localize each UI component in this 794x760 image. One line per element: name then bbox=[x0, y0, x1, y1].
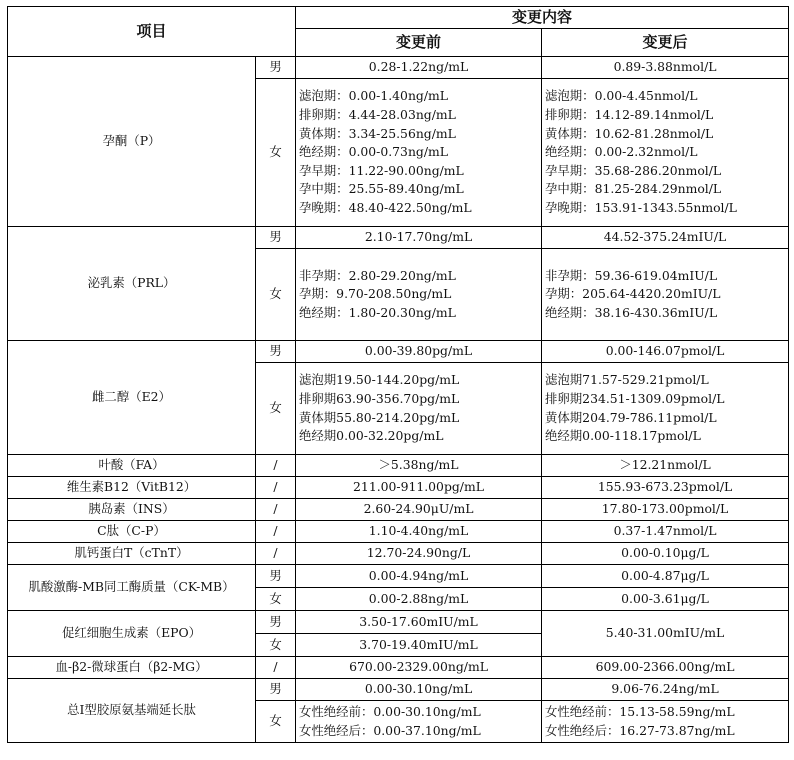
value-after-list bbox=[542, 363, 789, 455]
sex-label: / bbox=[256, 657, 296, 679]
list-item: 非孕期：59.36-619.04mIU/L bbox=[545, 267, 718, 283]
sex-label: 女 bbox=[256, 249, 296, 341]
item-name: 血-β2-微球蛋白（β2-MG） bbox=[8, 657, 256, 679]
table-row bbox=[8, 611, 789, 634]
value-before: 670.00-2329.00ng/mL bbox=[296, 657, 542, 679]
value-after: 0.00-146.07pmol/L bbox=[542, 341, 789, 363]
value-after: 0.37-1.47nmol/L bbox=[542, 521, 789, 543]
list-item: 女性绝经前：15.13-58.59ng/mL bbox=[545, 703, 735, 719]
value-before-list bbox=[296, 701, 542, 743]
sex-label: / bbox=[256, 499, 296, 521]
list-item: 排卵期：14.12-89.14nmol/L bbox=[545, 107, 714, 123]
value-before: 0.00-2.88ng/mL bbox=[296, 588, 542, 611]
sex-label: 男 bbox=[256, 565, 296, 588]
item-name: 肌钙蛋白T（cTnT） bbox=[8, 543, 256, 565]
item-name: C肽（C-P） bbox=[8, 521, 256, 543]
value-before: 1.10-4.40ng/mL bbox=[296, 521, 542, 543]
value-before: 2.60-24.90μU/mL bbox=[296, 499, 542, 521]
table-row bbox=[8, 341, 789, 363]
value-before: 0.00-4.94ng/mL bbox=[296, 565, 542, 588]
list-item: 排卵期234.51-1309.09pmol/L bbox=[545, 390, 725, 406]
value-before: 12.70-24.90ng/L bbox=[296, 543, 542, 565]
list-item: 女性绝经前：0.00-30.10ng/mL bbox=[299, 703, 481, 719]
sex-label: 男 bbox=[256, 679, 296, 701]
sex-label: 男 bbox=[256, 341, 296, 363]
item-name: 胰岛素（INS） bbox=[8, 499, 256, 521]
header-item: 项目 bbox=[8, 7, 296, 57]
item-name: 维生素B12（VitB12） bbox=[8, 477, 256, 499]
table-row bbox=[8, 521, 789, 543]
list-item: 孕晚期：48.40-422.50ng/mL bbox=[299, 199, 472, 215]
value-after: 0.00-4.87μg/L bbox=[542, 565, 789, 588]
header-before: 变更前 bbox=[296, 29, 542, 57]
list-item: 绝经期：1.80-20.30ng/mL bbox=[299, 304, 456, 320]
value-after-list bbox=[542, 249, 789, 341]
list-item: 黄体期204.79-786.11pmol/L bbox=[545, 409, 717, 425]
item-name: 孕酮（P） bbox=[8, 57, 256, 227]
list-item: 孕中期：81.25-284.29nmol/L bbox=[545, 181, 722, 197]
value-after: 0.00-3.61μg/L bbox=[542, 588, 789, 611]
sex-label: 女 bbox=[256, 588, 296, 611]
header-after: 变更后 bbox=[542, 29, 789, 57]
table-row bbox=[8, 565, 789, 588]
header-change: 变更内容 bbox=[296, 7, 789, 29]
list-item: 滤泡期：0.00-4.45nmol/L bbox=[545, 88, 698, 104]
list-item: 滤泡期19.50-144.20pg/mL bbox=[299, 372, 460, 388]
list-item: 排卵期63.90-356.70pg/mL bbox=[299, 390, 460, 406]
value-before: 0.00-39.80pg/mL bbox=[296, 341, 542, 363]
value-before-list bbox=[296, 363, 542, 455]
sex-label: / bbox=[256, 477, 296, 499]
list-item: 黄体期：10.62-81.28nmol/L bbox=[545, 125, 714, 141]
list-item: 女性绝经后：16.27-73.87ng/mL bbox=[545, 722, 735, 738]
value-after: 0.89-3.88nmol/L bbox=[542, 57, 789, 79]
item-name: 促红细胞生成素（EPO） bbox=[8, 611, 256, 657]
value-after: 155.93-673.23pmol/L bbox=[542, 477, 789, 499]
value-after: 5.40-31.00mIU/mL bbox=[542, 611, 789, 657]
value-before: 211.00-911.00pg/mL bbox=[296, 477, 542, 499]
table-row bbox=[8, 455, 789, 477]
list-item: 孕早期：35.68-286.20nmol/L bbox=[545, 162, 722, 178]
list-item: 孕中期：25.55-89.40ng/mL bbox=[299, 181, 464, 197]
value-after: 44.52-375.24mIU/L bbox=[542, 227, 789, 249]
list-item: 滤泡期：0.00-1.40ng/mL bbox=[299, 88, 449, 104]
list-item: 孕晚期：153.91-1343.55nmol/L bbox=[545, 199, 737, 215]
value-before: 0.28-1.22ng/mL bbox=[296, 57, 542, 79]
sex-label: 男 bbox=[256, 227, 296, 249]
list-item: 绝经期：0.00-0.73ng/mL bbox=[299, 144, 449, 160]
table-row bbox=[8, 477, 789, 499]
value-after-list bbox=[542, 79, 789, 227]
list-item: 女性绝经后：0.00-37.10ng/mL bbox=[299, 722, 481, 738]
table-row bbox=[8, 227, 789, 249]
list-item: 排卵期：4.44-28.03ng/mL bbox=[299, 107, 456, 123]
list-item: 绝经期0.00-118.17pmol/L bbox=[545, 428, 701, 444]
reference-range-change-table bbox=[7, 6, 789, 743]
table-row bbox=[8, 57, 789, 79]
sex-label: 男 bbox=[256, 57, 296, 79]
table-row bbox=[8, 543, 789, 565]
list-item: 黄体期55.80-214.20pg/mL bbox=[299, 409, 460, 425]
sex-label: 男 bbox=[256, 611, 296, 634]
list-item: 孕早期：11.22-90.00ng/mL bbox=[299, 162, 464, 178]
value-before: 3.50-17.60mIU/mL bbox=[296, 611, 542, 634]
sex-label: / bbox=[256, 455, 296, 477]
item-name: 泌乳素（PRL） bbox=[8, 227, 256, 341]
value-before: 3.70-19.40mIU/mL bbox=[296, 634, 542, 657]
table-row bbox=[8, 657, 789, 679]
table-row bbox=[8, 679, 789, 701]
value-before: 2.10-17.70ng/mL bbox=[296, 227, 542, 249]
list-item: 绝经期：38.16-430.36mIU/L bbox=[545, 304, 718, 320]
sex-label: / bbox=[256, 543, 296, 565]
table-row bbox=[8, 499, 789, 521]
item-name: 肌酸激酶-MB同工酶质量（CK-MB） bbox=[8, 565, 256, 611]
value-before: 0.00-30.10ng/mL bbox=[296, 679, 542, 701]
list-item: 非孕期：2.80-29.20ng/mL bbox=[299, 267, 456, 283]
value-before-list bbox=[296, 79, 542, 227]
item-name: 叶酸（FA） bbox=[8, 455, 256, 477]
sex-label: 女 bbox=[256, 634, 296, 657]
sex-label: 女 bbox=[256, 79, 296, 227]
sex-label: / bbox=[256, 521, 296, 543]
value-after: 17.80-173.00pmol/L bbox=[542, 499, 789, 521]
list-item: 黄体期：3.34-25.56ng/mL bbox=[299, 125, 456, 141]
value-after: 0.00-0.10μg/L bbox=[542, 543, 789, 565]
item-name: 雌二醇（E2） bbox=[8, 341, 256, 455]
item-name: 总Ⅰ型胶原氨基端延长肽 bbox=[8, 679, 256, 743]
list-item: 绝经期0.00-32.20pg/mL bbox=[299, 428, 444, 444]
value-before-list bbox=[296, 249, 542, 341]
list-item: 绝经期：0.00-2.32nmol/L bbox=[545, 144, 698, 160]
value-after: ＞12.21nmol/L bbox=[542, 455, 789, 477]
list-item: 孕期：9.70-208.50ng/mL bbox=[299, 286, 452, 302]
value-before: ＞5.38ng/mL bbox=[296, 455, 542, 477]
value-after: 609.00-2366.00ng/mL bbox=[542, 657, 789, 679]
value-after-list bbox=[542, 701, 789, 743]
sex-label: 女 bbox=[256, 701, 296, 743]
list-item: 滤泡期71.57-529.21pmol/L bbox=[545, 372, 709, 388]
sex-label: 女 bbox=[256, 363, 296, 455]
value-after: 9.06-76.24ng/mL bbox=[542, 679, 789, 701]
list-item: 孕期：205.64-4420.20mIU/L bbox=[545, 286, 721, 302]
